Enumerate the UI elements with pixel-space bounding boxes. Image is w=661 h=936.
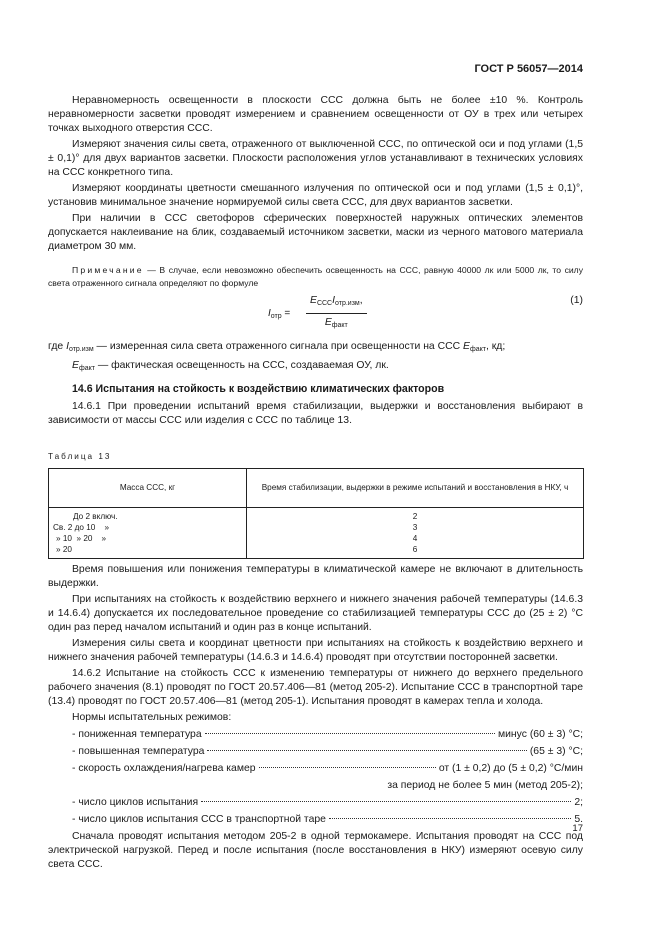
note: [48, 264, 583, 290]
paragraph: Измеряют координаты цветности смешанного излучения по оптической оси и под углами (1,5 ± 0,1)°, установив минимальное значение нормируемой силы света ССС, для двух вариантов засветки.: [48, 183, 583, 208]
table-13: [48, 468, 584, 559]
note-text: — В случае, если невозможно обеспечить освещенность на ССС, равную 40000 лк или 5000 лк, то силу света отраженного сигнала определяют по формуле: [48, 265, 583, 288]
document-header: ГОСТ Р 56057—2014: [474, 63, 583, 75]
paragraph: Неравномерность освещенности в плоскости ССС должна быть не более ±10 %. Контроль неравномерности засветки проводят измерением и сравнением освещенности от ОУ в трех или четырех точках выходного отверстия ССС.: [48, 95, 583, 134]
list-item-continuation: за период не более 5 мин (метод 205-2);: [387, 780, 583, 791]
page-content: [48, 94, 583, 874]
where-line: $E_{факт}$ — фактическая освещенность на ССС, создаваемая ОУ, лк.: [72, 360, 389, 372]
formula-fraction: $E_{ССС}I_{отр.изм}$, $E_{факт}$: [306, 294, 367, 333]
page-number: 17: [572, 823, 583, 834]
norms-list: [48, 728, 583, 827]
where-line: где $I_{отр.изм}$ — измеренная сила света отраженного сигнала при освещенности на ССС $E_{факт}$, кд;: [48, 341, 506, 353]
note-label: Примечание: [72, 265, 144, 275]
list-item: - пониженная температура минус (60 ± 3) °С;: [72, 729, 583, 740]
paragraph: Измерения силы света и координат цветности при испытаниях на стойкость к воздействию верхнего и нижнего значения рабочей температуры (14.6.3 и 14.6.4) проводят при отсутствии посторонней засветки.: [48, 638, 583, 663]
formula-lhs: $I_{отр}$ =: [268, 308, 291, 320]
formula: [48, 292, 583, 336]
list-item: - скорость охлаждения/нагрева камер от (1 ± 0,2) до (5 ± 0,2) °С/мин: [72, 763, 583, 774]
list-item: - число циклов испытания 2;: [72, 797, 583, 808]
formula-number: (1): [570, 295, 583, 306]
paragraph: 14.6.2 Испытание на стойкость ССС к изменению температуры от нижнего до верхнего предельного рабочего значения (8.1) проводят по ГОСТ 20.57.406—81 (метод 205-2). Испытание ССС в транспортной таре (13.4) проводят по ГОСТ 20.57.406—81 (метод 205-1). Испытания проводят в камерах тепла и холода.: [48, 668, 583, 707]
paragraph: При испытаниях на стойкость к воздействию верхнего и нижнего значения рабочей температуры (14.6.3 и 14.6.4) допускается их последовательное проведение со стабилизацией температуры ССС до (25 ± 2) °С один раз перед началом испытаний и один раз в конце испытаний.: [48, 594, 583, 633]
paragraph: 14.6.1 При проведении испытаний время стабилизации, выдержки и восстановления выбирают в зависимости от массы ССС или изделия с ССС по таблице 13.: [48, 401, 583, 426]
paragraph: Время повышения или понижения температуры в климатической камере не включают в длительность выдержки.: [48, 564, 583, 589]
list-item: - число циклов испытания ССС в транспортной таре 5.: [72, 814, 583, 825]
table-header: Масса ССС, кг: [49, 469, 247, 508]
table-row: До 2 включ. Св. 2 до 10 » » 10 » 20 » » 20 2 3 4 6: [49, 508, 584, 559]
section-title: 14.6 Испытания на стойкость к воздействию климатических факторов: [72, 383, 445, 395]
table-caption: Таблица 13: [48, 452, 112, 461]
paragraph: Измеряют значения силы света, отраженного от выключенной ССС, по оптической оси и под углами (1,5 ± 0,1)° для двух вариантов засветки. Плоскости расположения углов устанавливают в технических условиях на ССС конкретного типа.: [48, 139, 583, 178]
table-header: Время стабилизации, выдержки в режиме испытаний и восстановления в НКУ, ч: [247, 469, 584, 508]
paragraph: При наличии в ССС светофоров сферических поверхностей наружных оптических элементов допускается наклеивание на блик, создаваемый источником засветки, маски из черного матового материала диаметром 30 мм.: [48, 213, 583, 252]
paragraph: Сначала проводят испытания методом 205-2 в одной термокамере. Испытания проводят на ССС под электрической нагрузкой. Перед и после испытания (после восстановления в НКУ) измеряют осевую силу света ССС.: [48, 831, 583, 870]
list-item: - повышенная температура (65 ± 3) °С;: [72, 746, 583, 757]
paragraph: Нормы испытательных режимов:: [72, 712, 232, 723]
